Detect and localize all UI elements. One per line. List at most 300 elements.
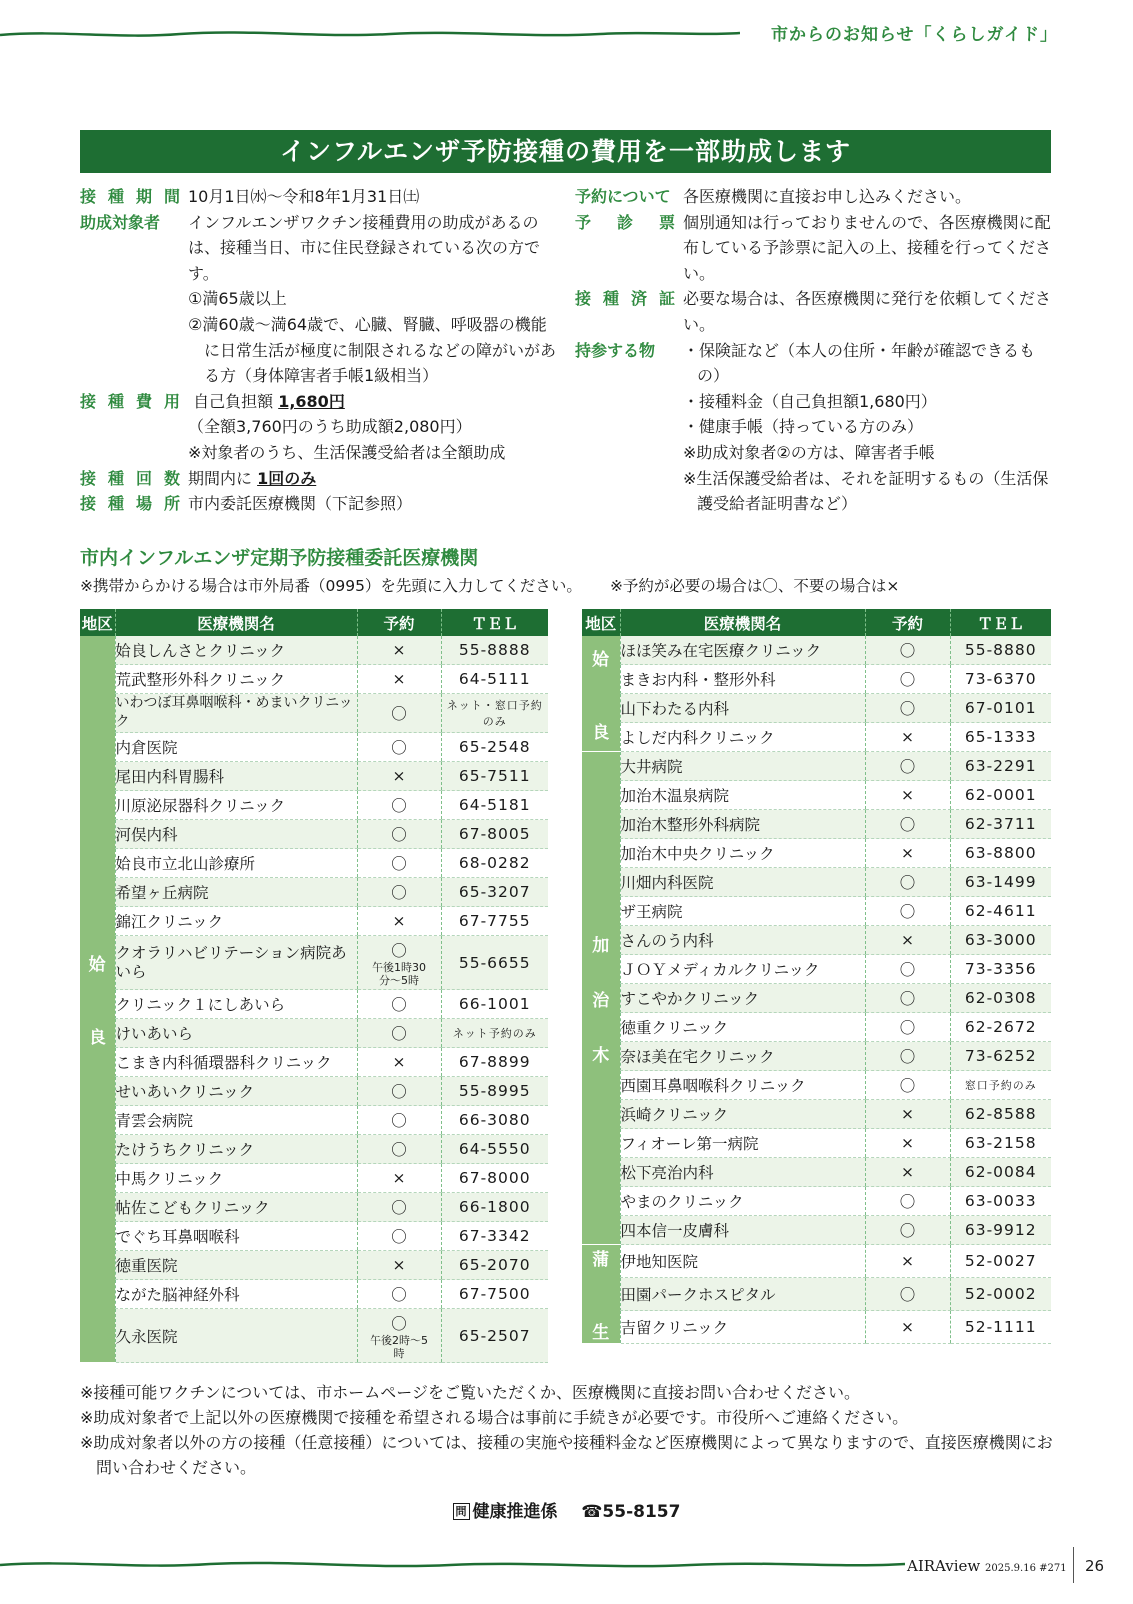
section-title: 市内インフルエンザ定期予防接種委託医療機関 [80, 547, 479, 569]
table-row [80, 820, 548, 849]
target-value: インフルエンザワクチン接種費用の助成があるのは、接種当日、市に住民登録されている次の方です。 [188, 212, 541, 283]
table-row [582, 1311, 1051, 1344]
reserve-symbol: × [901, 931, 914, 949]
place-value: 市内委託医療機関（下記参照） [188, 494, 413, 514]
reserve-mark [865, 1245, 950, 1278]
table-row [582, 1158, 1051, 1187]
table-row [582, 897, 1051, 926]
area-cell [582, 1245, 620, 1344]
header-title: 市からのお知らせ「くらしガイド」 [771, 25, 1058, 45]
hospital-name: 川原泌尿器科クリニック [115, 791, 357, 820]
tel-number: 55-8880 [950, 636, 1051, 665]
reserve-mark [865, 897, 950, 926]
tel-number: 67-8000 [441, 1164, 548, 1193]
reserve-mark [865, 955, 950, 984]
footnote: ※接種可能ワクチンについては、市ホームページをご覧いただくか、医療機関に直接お問い合わせください。 [80, 1383, 860, 1402]
table-row [80, 694, 548, 733]
header-area: 地区 [80, 609, 115, 636]
reserve-symbol: 〇 [899, 642, 916, 660]
magazine-name: AIRAview [907, 1557, 981, 1575]
reserve-symbol: 〇 [899, 1048, 916, 1066]
header-tel: ＴＥＬ [950, 609, 1051, 636]
hospital-name: さんのう内科 [620, 926, 865, 955]
reserve-symbol: 〇 [899, 700, 916, 718]
table-row [80, 1019, 548, 1048]
table-row [582, 1245, 1051, 1278]
reserve-symbol: 〇 [899, 1286, 916, 1304]
reserve-symbol: × [901, 786, 914, 804]
count-value: 1回のみ [257, 468, 317, 488]
table-row [80, 849, 548, 878]
tel-number: 66-1001 [441, 990, 548, 1019]
page-number: 26 [1085, 1557, 1105, 1575]
reserve-mark [357, 1222, 441, 1251]
reserve-symbol: 〇 [391, 855, 407, 873]
reserve-symbol: 〇 [391, 996, 407, 1014]
reserve-mark [357, 820, 441, 849]
reserve-symbol: × [392, 670, 406, 688]
period-label: 接種期間 [80, 187, 180, 206]
table-row [80, 733, 548, 762]
contact-line [0, 1497, 1133, 1522]
reserve-mark [865, 1216, 950, 1245]
inquiry-icon: 問 [453, 1503, 470, 1520]
reserve-symbol: 〇 [391, 1228, 407, 1246]
tel-number: 62-2672 [950, 1013, 1051, 1042]
hospital-name: 姶良市立北山診療所 [115, 849, 357, 878]
hospital-name: ザ王病院 [620, 897, 865, 926]
left-info-block [80, 184, 560, 517]
table-row [80, 791, 548, 820]
reserve-mark [865, 1100, 950, 1129]
reserve-mark [357, 694, 441, 733]
footer-wave-line [0, 1557, 905, 1571]
reserve-mark [865, 636, 950, 665]
tel-number: 52-0027 [950, 1245, 1051, 1278]
hospital-name: すこやかクリニック [620, 984, 865, 1013]
count-prefix: 期間内に [188, 468, 253, 488]
reserve-mark [865, 839, 950, 868]
cert-label: 接種済証 [575, 289, 675, 309]
hospital-name: よしだ内科クリニック [620, 723, 865, 752]
tel-number: 67-0101 [950, 694, 1051, 723]
tel-number: 55-6655 [441, 936, 548, 990]
reserve-symbol: × [901, 1105, 914, 1123]
tel-number: ネット予約のみ [441, 1019, 548, 1048]
reserve-mark [357, 878, 441, 907]
exam-label: 予診票 [575, 212, 675, 232]
table-row [582, 1013, 1051, 1042]
tel-number: 64-5111 [441, 665, 548, 694]
reserve-mark [865, 984, 950, 1013]
table-row [80, 1251, 548, 1280]
reserve-mark [357, 1135, 441, 1164]
reserve-symbol: 〇 [391, 1314, 407, 1333]
area-char: 良 [592, 722, 610, 743]
hospital-name: 荒武整形外科クリニック [115, 665, 357, 694]
reserve-symbol: 〇 [899, 874, 916, 892]
hospital-name: 帖佐こどもクリニック [115, 1193, 357, 1222]
bring-note-2: ※生活保護受給者は、それを証明するもの（生活保護受給者証明書など） [683, 468, 1049, 514]
table-row [582, 1278, 1051, 1311]
reserve-symbol: 〇 [899, 816, 916, 834]
area-cell [80, 636, 115, 1363]
table-row [80, 1280, 548, 1309]
reserve-symbol: × [392, 1053, 406, 1071]
table-row [80, 636, 548, 665]
hospital-name: ほほ笑み在宅医療クリニック [620, 636, 865, 665]
reserve-symbol: 〇 [391, 884, 407, 902]
reserve-mark [865, 723, 950, 752]
footnotes [80, 1380, 1060, 1480]
reserve-symbol: 〇 [391, 1025, 407, 1043]
tel-number: 67-8899 [441, 1048, 548, 1077]
tel-number: 63-3000 [950, 926, 1051, 955]
reserve-symbol: × [901, 1252, 914, 1270]
table-row [582, 1187, 1051, 1216]
exam-value: 個別通知は行っておりませんので、各医療機関に配布している予診票に記入の上、接種を行ってください。 [683, 212, 1052, 283]
reserve-symbol: 〇 [391, 1083, 407, 1101]
table-row [582, 1100, 1051, 1129]
hospital-name: 吉留クリニック [620, 1311, 865, 1344]
tel-number: 73-3356 [950, 955, 1051, 984]
hospital-name: 松下亮治内科 [620, 1158, 865, 1187]
reserve-mark [865, 1013, 950, 1042]
contact-phone: 55-8157 [602, 1502, 681, 1522]
magazine-issue: 2025.9.16 #271 [985, 1563, 1067, 1574]
cost-note: ※対象者のうち、生活保護受給者は全額助成 [188, 442, 506, 462]
count-label: 接種回数 [80, 468, 180, 488]
section-note [80, 574, 927, 596]
reserve-symbol: × [392, 912, 406, 930]
reserve-mark [865, 665, 950, 694]
tel-number: 65-2070 [441, 1251, 548, 1280]
header-reserve: 予約 [865, 609, 950, 636]
reserve-symbol: 〇 [391, 826, 407, 844]
reserve-hours: 午後2時〜5時 [370, 1333, 428, 1360]
hospital-name: 内倉医院 [115, 733, 357, 762]
reserve-symbol: × [392, 1169, 406, 1187]
reserve-mark [357, 1251, 441, 1280]
reserve-mark [357, 636, 441, 665]
tel-number: 63-0033 [950, 1187, 1051, 1216]
footer-magazine [907, 1557, 1067, 1575]
table-row [582, 1216, 1051, 1245]
hospital-name: 加治木中央クリニック [620, 839, 865, 868]
tel-number: 67-3342 [441, 1222, 548, 1251]
hospital-name: クオラリハビリテーション病院あいら [115, 936, 357, 990]
reserve-symbol: 〇 [899, 990, 916, 1008]
reserve-symbol: × [392, 767, 406, 785]
reserve-mark [357, 791, 441, 820]
table-row [582, 665, 1051, 694]
reserve-mark [357, 1193, 441, 1222]
reserve-symbol: 〇 [391, 1286, 407, 1304]
reserve-mark [357, 1309, 441, 1363]
hospital-name: 中馬クリニック [115, 1164, 357, 1193]
reserve-symbol: 〇 [391, 1112, 407, 1130]
hospital-name: いわつぼ耳鼻咽喉科・めまいクリニック [115, 694, 357, 733]
hospital-name: ＪＯＹメディカルクリニック [620, 955, 865, 984]
section-note-reserve: ※予約が必要の場合は〇、不要の場合は× [609, 577, 900, 595]
hospital-name: 伊地知医院 [620, 1245, 865, 1278]
reserve-mark [357, 1077, 441, 1106]
table-row [80, 762, 548, 791]
table-row [582, 1042, 1051, 1071]
reserve-mark [865, 1278, 950, 1311]
reserve-symbol: × [901, 844, 914, 862]
table-row [582, 752, 1051, 781]
hospital-name: 四本信一皮膚科 [620, 1216, 865, 1245]
hospital-name: 加治木温泉病院 [620, 781, 865, 810]
reserve-mark [865, 1129, 950, 1158]
target-item-1: ①満65歳以上 [188, 289, 287, 309]
reserve-symbol: 〇 [899, 1019, 916, 1037]
tel-number: 52-0002 [950, 1278, 1051, 1311]
header-area: 地区 [582, 609, 620, 636]
hospital-name: 錦江クリニック [115, 907, 357, 936]
reserve-mark [357, 1019, 441, 1048]
footnote: ※助成対象者で上記以外の医療機関で接種を希望される場合は事前に手続きが必要です。市役所へご連絡ください。 [80, 1408, 909, 1427]
phone-icon: ☎ [581, 1502, 603, 1522]
reserve-mark [357, 849, 441, 878]
cost-amount: 1,680円 [278, 391, 345, 411]
tel-number: 63-8800 [950, 839, 1051, 868]
target-label: 助成対象者 [80, 212, 161, 232]
reserve-symbol: × [901, 1163, 914, 1181]
table-row [80, 990, 548, 1019]
reserve-value: 各医療機関に直接お申し込みください。 [683, 187, 972, 206]
header-wave-line [0, 26, 740, 40]
hospital-name: こまき内科循環器科クリニック [115, 1048, 357, 1077]
hospital-name: クリニック１にしあいら [115, 990, 357, 1019]
tel-number: 73-6370 [950, 665, 1051, 694]
table-row [582, 839, 1051, 868]
cost-prefix: 自己負担額 [193, 391, 274, 411]
hospital-name: 河俣内科 [115, 820, 357, 849]
tel-number: 65-3207 [441, 878, 548, 907]
hospital-name: 尾田内科胃腸科 [115, 762, 357, 791]
reserve-symbol: 〇 [391, 1141, 407, 1159]
tel-number: 63-9912 [950, 1216, 1051, 1245]
hospital-name: けいあいら [115, 1019, 357, 1048]
reserve-symbol: 〇 [899, 671, 916, 689]
tel-number: 窓口予約のみ [950, 1071, 1051, 1100]
hospital-name: 希望ヶ丘病院 [115, 878, 357, 907]
hospital-table-left [80, 609, 548, 1363]
table-row [80, 665, 548, 694]
tel-number: 62-4611 [950, 897, 1051, 926]
table-row [80, 1222, 548, 1251]
tel-number: 64-5550 [441, 1135, 548, 1164]
table-row [80, 1193, 548, 1222]
reserve-mark [865, 781, 950, 810]
hospital-name: ながた脳神経外科 [115, 1280, 357, 1309]
tel-number: 63-1499 [950, 868, 1051, 897]
tel-number: 73-6252 [950, 1042, 1051, 1071]
header-reserve: 予約 [357, 609, 441, 636]
table-row [80, 1048, 548, 1077]
table-row [582, 723, 1051, 752]
table-row [582, 1129, 1051, 1158]
hospital-name: せいあいクリニック [115, 1077, 357, 1106]
tel-number: 62-8588 [950, 1100, 1051, 1129]
reserve-symbol: × [901, 728, 914, 746]
reserve-mark [865, 1071, 950, 1100]
header-tel: ＴＥＬ [441, 609, 548, 636]
footer-divider [1073, 1547, 1074, 1583]
reserve-symbol: × [392, 641, 406, 659]
reserve-mark [357, 1280, 441, 1309]
bring-item-1: ・保険証など（本人の住所・年齢が確認できるもの） [683, 340, 1036, 386]
reserve-mark [357, 762, 441, 791]
reserve-symbol: 〇 [391, 705, 407, 723]
reserve-mark [357, 1048, 441, 1077]
contact-dept: 健康推進係 [472, 1502, 558, 1522]
tel-number: 55-8995 [441, 1077, 548, 1106]
table-row [80, 1309, 548, 1363]
area-char: 蒲 [592, 1250, 610, 1270]
reserve-mark [865, 694, 950, 723]
table-row [80, 1106, 548, 1135]
reserve-mark [357, 665, 441, 694]
reserve-mark [865, 926, 950, 955]
table-row [80, 1077, 548, 1106]
tel-number: 66-1800 [441, 1193, 548, 1222]
hospital-name: 大井病院 [620, 752, 865, 781]
hospital-table-right [582, 609, 1051, 1344]
reserve-mark [357, 990, 441, 1019]
area-char: 木 [592, 1045, 610, 1066]
tel-number: 65-2548 [441, 733, 548, 762]
area-char: 加 [592, 935, 610, 956]
bring-note-1: ※助成対象者②の方は、障害者手帳 [683, 442, 935, 462]
reserve-symbol: 〇 [391, 797, 407, 815]
area-char: 良 [88, 1028, 106, 1048]
tel-number: 67-7755 [441, 907, 548, 936]
reserve-symbol: 〇 [391, 1199, 407, 1217]
hospital-name: 久永医院 [115, 1309, 357, 1363]
hospital-name: 姶良しんさとクリニック [115, 636, 357, 665]
section-note-mobile: ※携帯からかける場合は市外局番（0995）を先頭に入力してください。 [80, 577, 582, 595]
reserve-mark [357, 1164, 441, 1193]
cert-value: 必要な場合は、各医療機関に発行を依頼してください。 [683, 289, 1052, 334]
tel-number: 62-0308 [950, 984, 1051, 1013]
table-row [582, 781, 1051, 810]
page-title: インフルエンザ予防接種の費用を一部助成します [80, 130, 1051, 173]
tel-number: 66-3080 [441, 1106, 548, 1135]
bring-label: 持参する物 [575, 340, 656, 360]
table-row [80, 1135, 548, 1164]
target-item-2: ②満60歳〜満64歳で、心臓、腎臓、呼吸器の機能に日常生活が極度に制限されるなどの障がいがある方（身体障害者手帳1級相当） [188, 314, 557, 386]
hospital-name: 浜崎クリニック [620, 1100, 865, 1129]
reserve-mark [357, 936, 441, 990]
table-row [582, 1071, 1051, 1100]
hospital-name: 田園パークホスピタル [620, 1278, 865, 1311]
tel-number: 62-0001 [950, 781, 1051, 810]
area-cell [582, 752, 620, 1245]
reserve-mark [865, 868, 950, 897]
reserve-mark [865, 1158, 950, 1187]
bring-item-3: ・健康手帳（持っている方のみ） [683, 417, 924, 437]
table-row [582, 694, 1051, 723]
bring-item-2: ・接種料金（自己負担額1,680円） [683, 391, 937, 411]
hospital-name: 青雲会病院 [115, 1106, 357, 1135]
reserve-label: 予約について [575, 187, 671, 206]
hospital-name: たけうちクリニック [115, 1135, 357, 1164]
reserve-hours: 午後1時30分〜5時 [372, 960, 426, 987]
reserve-symbol: × [901, 1318, 914, 1336]
tel-number: 64-5181 [441, 791, 548, 820]
hospital-name: 奈ほ美在宅クリニック [620, 1042, 865, 1071]
table-row [80, 1164, 548, 1193]
area-cell [582, 636, 620, 752]
reserve-symbol: 〇 [899, 903, 916, 921]
area-char: 姶 [592, 649, 610, 670]
cost-detail: （全額3,760円のうち助成額2,080円） [188, 417, 472, 437]
tel-number: 62-0084 [950, 1158, 1051, 1187]
table-row [582, 955, 1051, 984]
area-char: 治 [592, 990, 610, 1011]
tel-number: 63-2158 [950, 1129, 1051, 1158]
area-char: 姶 [88, 955, 106, 975]
hospital-name: 徳重医院 [115, 1251, 357, 1280]
reserve-mark [357, 907, 441, 936]
table-row [80, 907, 548, 936]
hospital-name: 川畑内科医院 [620, 868, 865, 897]
header-name: 医療機関名 [620, 609, 865, 636]
reserve-mark [357, 1106, 441, 1135]
table-row [582, 868, 1051, 897]
tel-number: 63-2291 [950, 752, 1051, 781]
tel-number: ネット・窓口予約のみ [441, 694, 548, 733]
place-label: 接種場所 [80, 494, 180, 514]
reserve-symbol: 〇 [391, 739, 407, 757]
tel-number: 67-7500 [441, 1280, 548, 1309]
hospital-name: やまのクリニック [620, 1187, 865, 1216]
area-char: 生 [592, 1323, 610, 1343]
table-row [582, 636, 1051, 665]
reserve-symbol: × [392, 1256, 406, 1274]
hospital-name: でぐち耳鼻咽喉科 [115, 1222, 357, 1251]
reserve-symbol: 〇 [899, 758, 916, 776]
reserve-symbol: 〇 [899, 1193, 916, 1211]
reserve-mark [865, 1311, 950, 1344]
reserve-mark [865, 810, 950, 839]
hospital-name: フィオーレ第一病院 [620, 1129, 865, 1158]
reserve-symbol: 〇 [391, 941, 407, 960]
table-row [582, 984, 1051, 1013]
reserve-symbol: 〇 [899, 961, 916, 979]
table-row [80, 878, 548, 907]
tel-number: 65-1333 [950, 723, 1051, 752]
cost-label: 接種費用 [80, 391, 180, 411]
right-info-block [575, 184, 1055, 517]
tel-number: 65-7511 [441, 762, 548, 791]
hospital-name: 加治木整形外科病院 [620, 810, 865, 839]
reserve-mark [865, 752, 950, 781]
table-row [582, 926, 1051, 955]
tel-number: 62-3711 [950, 810, 1051, 839]
tel-number: 67-8005 [441, 820, 548, 849]
footnote: ※助成対象者以外の方の接種（任意接種）については、接種の実施や接種料金など医療機関によって異なりますので、直接医療機関にお問い合わせください。 [80, 1433, 1053, 1477]
tel-number: 52-1111 [950, 1311, 1051, 1344]
table-row [80, 936, 548, 990]
tel-number: 55-8888 [441, 636, 548, 665]
header-name: 医療機関名 [115, 609, 357, 636]
reserve-symbol: 〇 [899, 1077, 916, 1095]
hospital-name: まきお内科・整形外科 [620, 665, 865, 694]
